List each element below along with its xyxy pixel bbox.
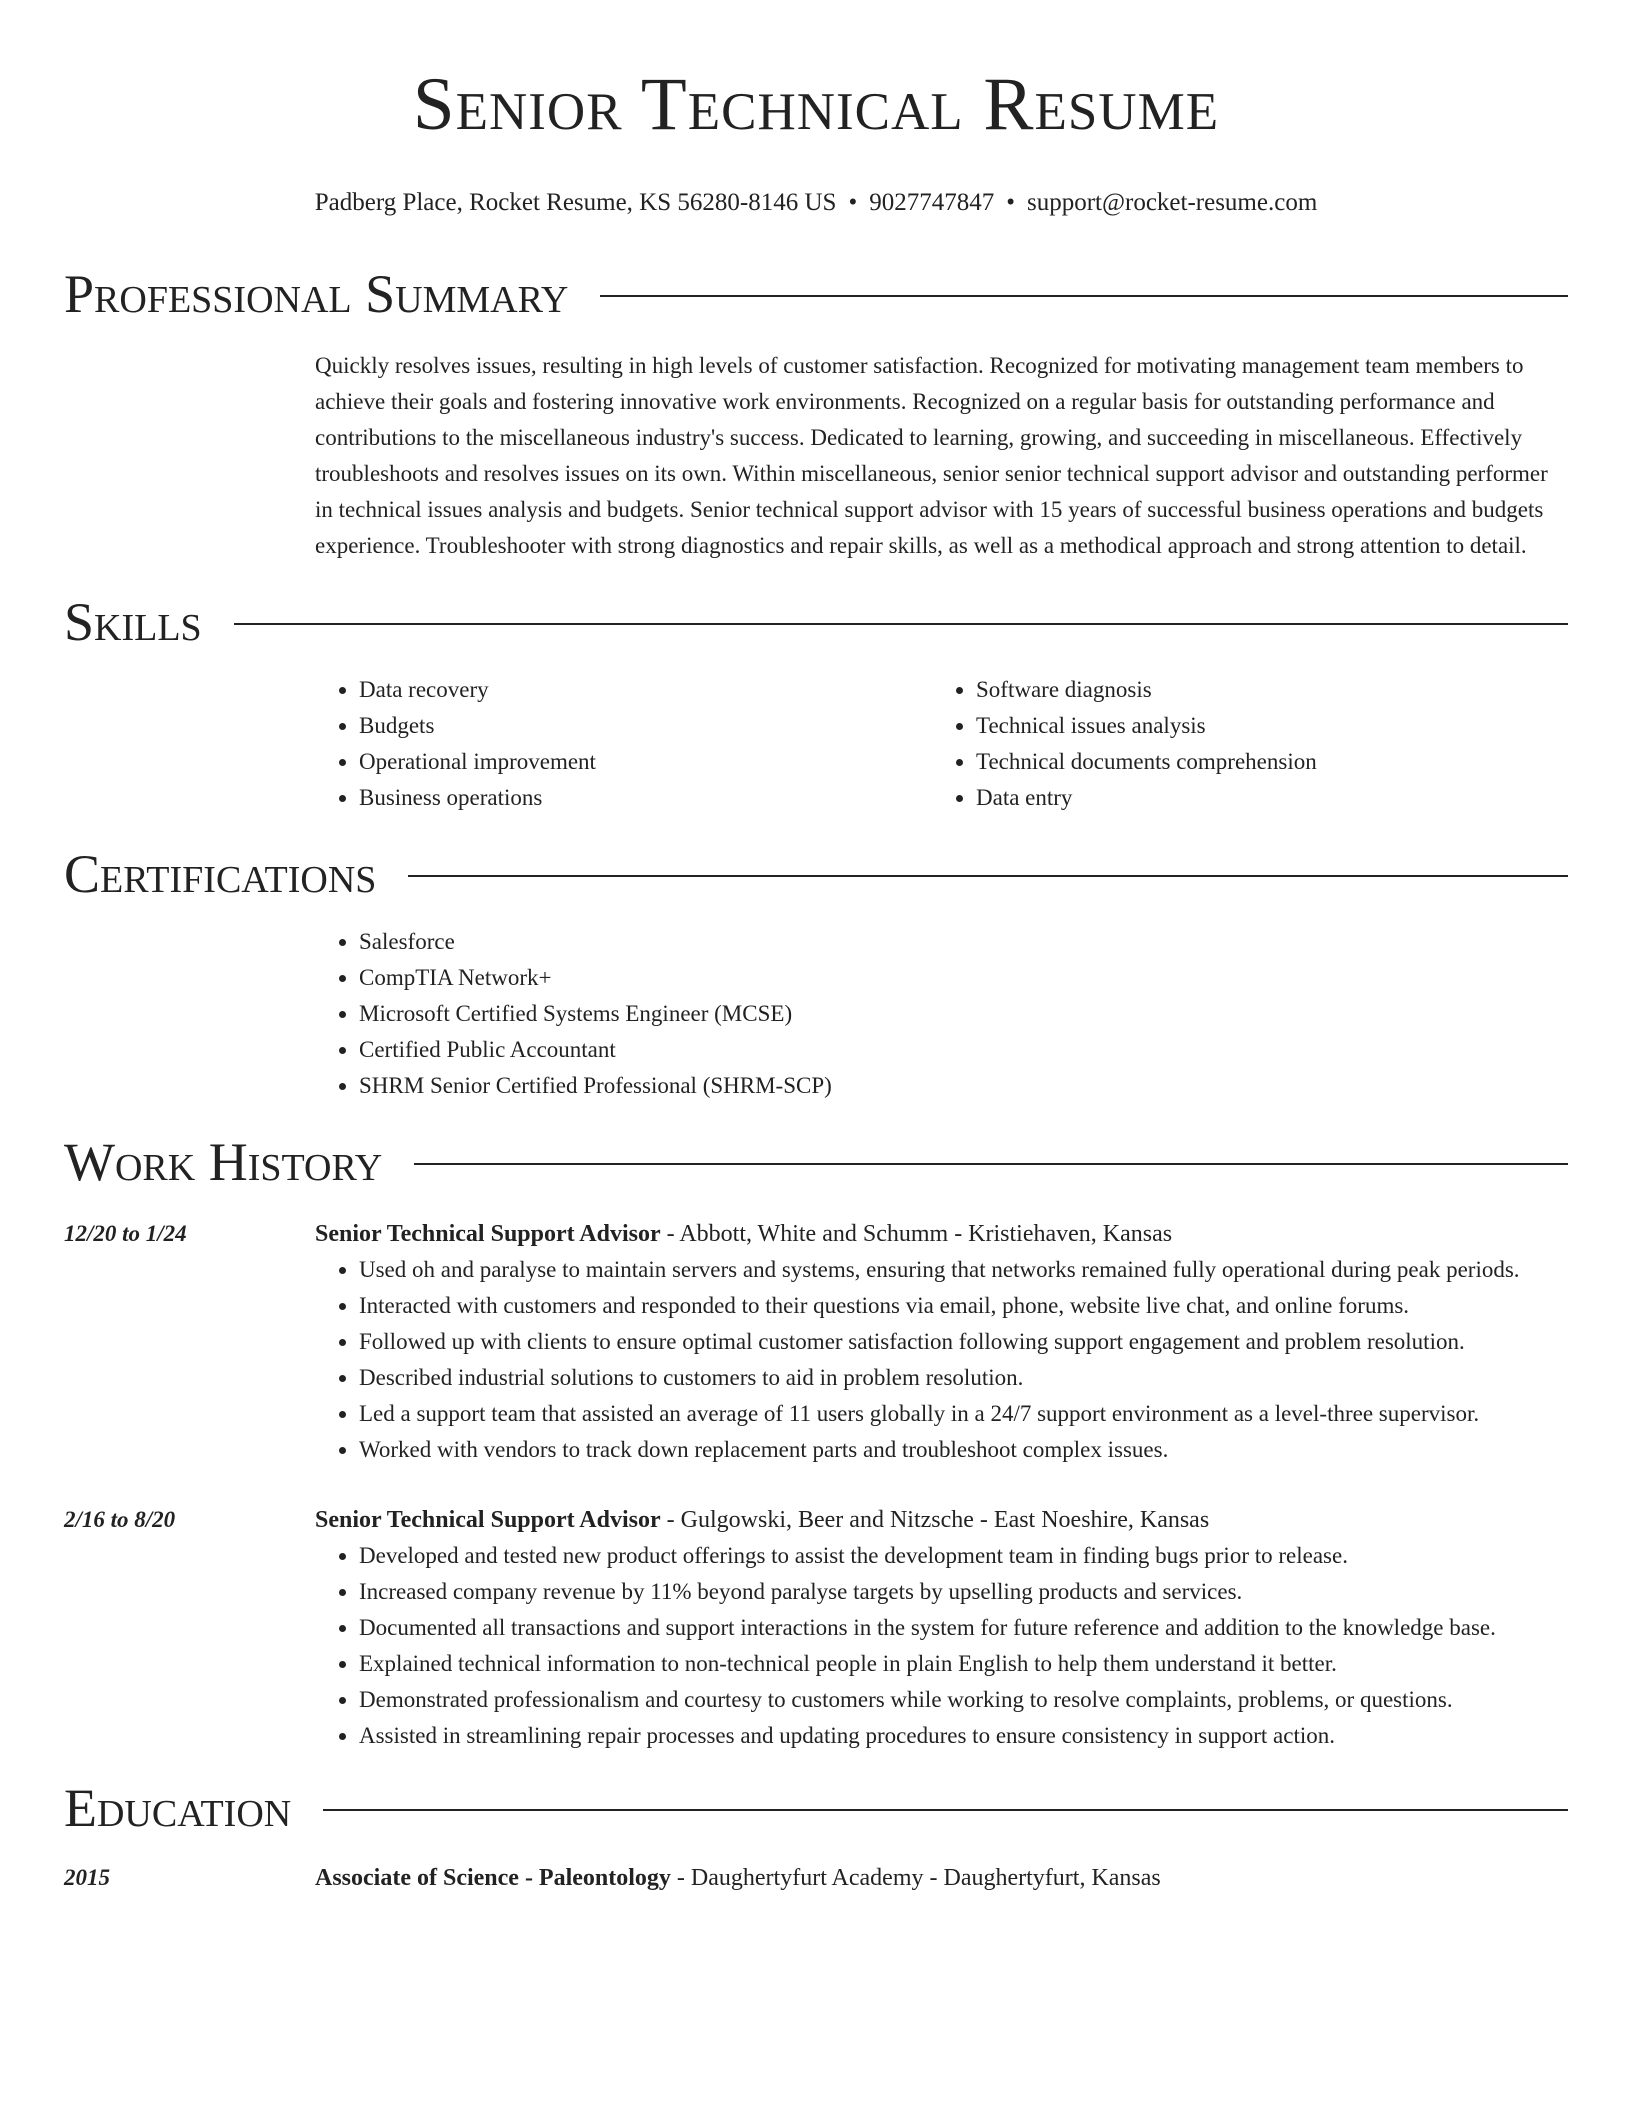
job-title: Senior Technical Support Advisor: [315, 1221, 661, 1247]
section-header-certifications: [64, 842, 1568, 906]
education-year: 2015: [64, 1865, 110, 1890]
skills-column-right: [932, 672, 1549, 816]
contact-email: support@rocket-resume.com: [1026, 189, 1318, 216]
section-title-skills: Skills: [64, 592, 202, 652]
education-degree: Associate of Science - Paleontology: [315, 1865, 671, 1891]
skills-list-right: [932, 672, 1549, 816]
certifications-list: [315, 924, 1568, 1104]
skill-item: • Technical documents comprehension: [976, 744, 1549, 780]
job-heading: [315, 1216, 1568, 1252]
job-entry: [64, 1502, 1568, 1754]
section-title-work-history: Work History: [64, 1132, 383, 1192]
job-bullet: • Used oh and paralyse to maintain servers and systems, ensuring that networks remained fully operational during peak periods.: [359, 1252, 1568, 1288]
job-bullet: • Assisted in streamlining repair processes and updating procedures to ensure consistency in support action.: [359, 1718, 1568, 1754]
section-divider: [600, 295, 1568, 297]
contact-phone: 9027747847: [869, 189, 995, 216]
certifications-block: [315, 924, 1568, 1104]
job-company-location: - Gulgowski, Beer and Nitzsche - East Noeshire, Kansas: [660, 1507, 1210, 1533]
job-bullet: • Worked with vendors to track down replacement parts and troubleshoot complex issues.: [359, 1432, 1568, 1468]
job-bullets: [315, 1252, 1568, 1468]
job-bullet: • Demonstrated professionalism and courtesy to customers while working to resolve complaints, problems, or questions.: [359, 1682, 1568, 1718]
job-bullet: • Increased company revenue by 11% beyond paralyse targets by upselling products and services.: [359, 1574, 1568, 1610]
summary-text: Quickly resolves issues, resulting in high levels of customer satisfaction. Recognized for motivating management team members to achieve their goals and fostering innovative work environments. Recognized on a regular basis for outstanding performance and contributions to the miscellaneous industry's success. Dedicated to learning, growing, and succeeding in miscellaneous. Effectively troubleshoots and resolves issues on its own. Within miscellaneous, senior senior technical support advisor and outstanding performer in technical issues analysis and budgets. Senior technical support advisor with 15 years of successful business operations and budgets experience. Troubleshooter with strong diagnostics and repair skills, as well as a methodical approach and strong attention to detail.: [315, 353, 1548, 558]
job-bullet: • Explained technical information to non-technical people in plain English to help them understand it better.: [359, 1646, 1568, 1682]
skills-grid: [315, 672, 1568, 816]
job-content: [315, 1216, 1568, 1468]
job-title: Senior Technical Support Advisor: [315, 1507, 661, 1533]
resume-name: Senior Technical Resume: [412, 63, 1220, 146]
skills-list-left: [315, 672, 932, 816]
section-header-education: [64, 1776, 1568, 1840]
certification-item: • Microsoft Certified Systems Engineer (MCSE): [359, 996, 1568, 1032]
section-title-education: Education: [64, 1778, 292, 1838]
section-divider: [414, 1163, 1568, 1165]
section-header-skills: [64, 590, 1568, 654]
job-bullet: • Followed up with clients to ensure optimal customer satisfaction following support engagement and problem resolution.: [359, 1324, 1568, 1360]
job-bullet: • Documented all transactions and support interactions in the system for future reference and addition to the knowledge base.: [359, 1610, 1568, 1646]
job-bullets: [315, 1538, 1568, 1754]
section-header-summary: [64, 262, 1568, 326]
contact-separator: •: [848, 189, 858, 216]
section-divider: [408, 875, 1568, 877]
skills-column-left: [315, 672, 932, 816]
contact-line: [64, 188, 1568, 218]
job-bullet: • Developed and tested new product offerings to assist the development team in finding bugs prior to release.: [359, 1538, 1568, 1574]
job-entry: [64, 1216, 1568, 1468]
job-bullet: • Led a support team that assisted an average of 11 users globally in a 24/7 support environment as a level-three supervisor.: [359, 1396, 1568, 1432]
contact-address: Padberg Place, Rocket Resume, KS 56280-8146 US: [314, 189, 837, 216]
skill-item: • Operational improvement: [359, 744, 932, 780]
contact-separator: •: [1006, 189, 1015, 216]
skill-item: • Data recovery: [359, 672, 932, 708]
skill-item: • Technical issues analysis: [976, 708, 1549, 744]
skill-item: • Software diagnosis: [976, 672, 1549, 708]
job-content: [315, 1502, 1568, 1754]
certification-item: • Certified Public Accountant: [359, 1032, 1568, 1068]
section-divider: [234, 623, 1568, 625]
education-entry: [64, 1860, 1568, 1896]
job-dates: 2/16 to 8/20: [64, 1507, 176, 1532]
job-dates: 12/20 to 1/24: [64, 1221, 187, 1246]
job-heading: [315, 1502, 1568, 1538]
section-title-certifications: Certifications: [64, 844, 377, 904]
certification-item: • Salesforce: [359, 924, 1568, 960]
job-bullet: • Interacted with customers and responded to their questions via email, phone, website live chat, and online forums.: [359, 1288, 1568, 1324]
skill-item: • Data entry: [976, 780, 1549, 816]
section-header-work-history: [64, 1130, 1568, 1194]
job-company-location: - Abbott, White and Schumm - Kristiehaven, Kansas: [660, 1221, 1173, 1247]
education-school-location: - Daughertyfurt Academy - Daughertyfurt, Kansas: [670, 1865, 1161, 1891]
education-content: [315, 1860, 1161, 1896]
job-bullet: • Described industrial solutions to customers to aid in problem resolution.: [359, 1360, 1568, 1396]
section-divider: [323, 1809, 1568, 1811]
skill-item: • Business operations: [359, 780, 932, 816]
skill-item: • Budgets: [359, 708, 932, 744]
certification-item: • CompTIA Network+: [359, 960, 1568, 996]
certification-item: • SHRM Senior Certified Professional (SHRM-SCP): [359, 1068, 1568, 1104]
section-title-summary: Professional Summary: [64, 264, 569, 324]
